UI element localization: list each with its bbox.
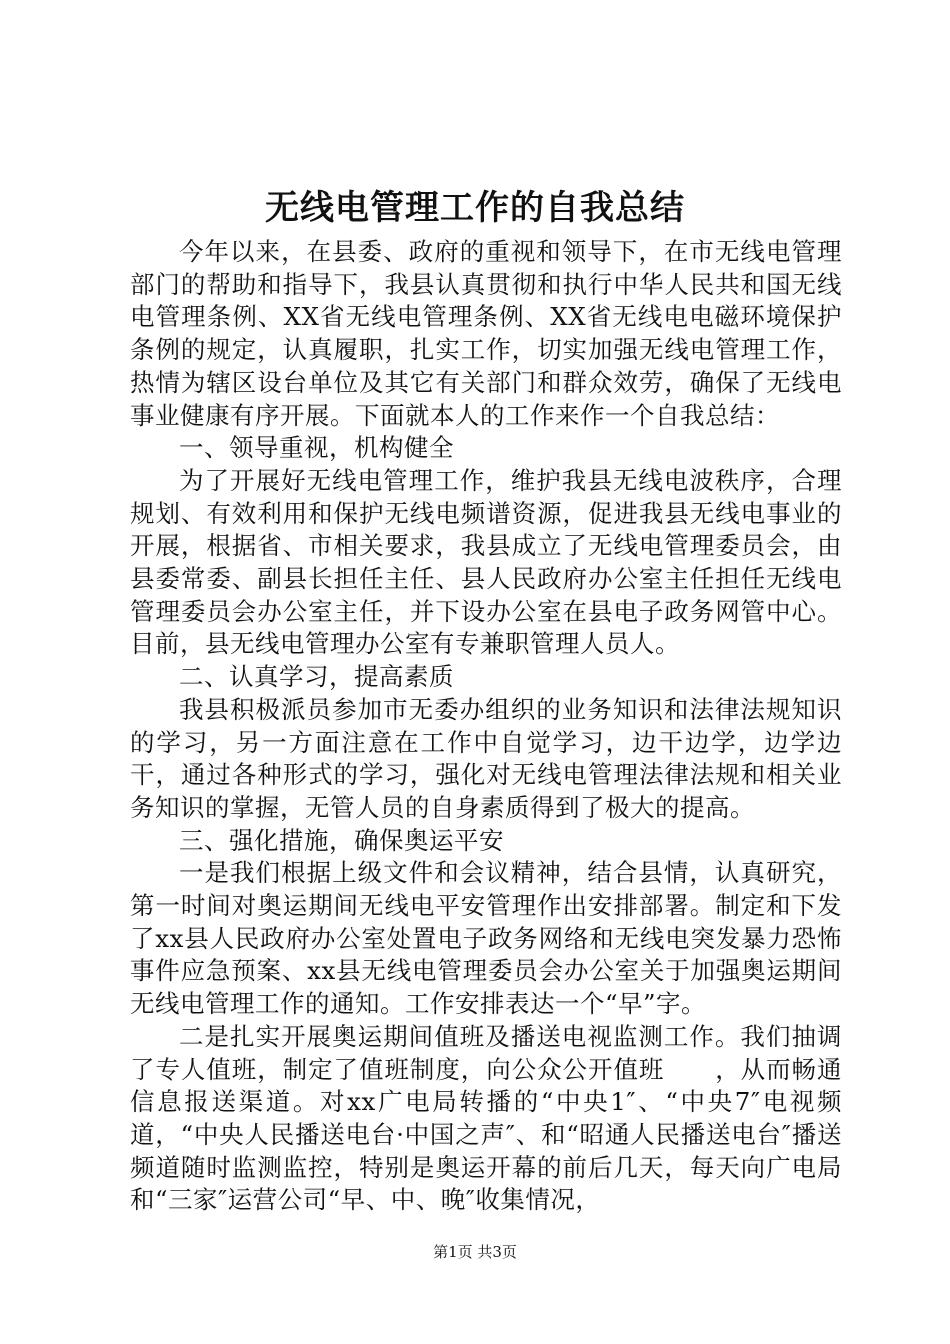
section-heading-3: 三、强化措施，确保奥运平安	[179, 825, 504, 855]
section-2-paragraph: 我县积极派员参加市无委办组织的业务知识和法律法规知识的学习，另一方面注意在工作中自觉学习，边干边学，边学边干，通过各种形式的学习，强化对无线电管理法律法规和相关业务知识的掌握，无管人员的自身素质得到了极大的提高。	[130, 694, 842, 822]
document-title: 无线电管理工作的自我总结	[265, 188, 685, 228]
section-heading-2: 二、认真学习，提高素质	[179, 662, 454, 692]
intro-paragraph: 今年以来，在县委、政府的重视和领导下，在市无线电管理部门的帮助和指导下，我县认真贯彻和执行中华人民共和国无线电管理条例、XX省无线电管理条例、XX省无线电电磁环境保护条例的规定，认真履职，扎实工作，切实加强无线电管理工作，热情为辖区设台单位及其它有关部门和群众效劳，确保了无线电事业健康有序开展。下面就本人的工作来作一个自我总结：	[130, 237, 842, 430]
section-3-paragraph-1: 一是我们根据上级文件和会议精神，结合县情，认真研究，第一时间对奥运期间无线电平安管理作出安排部署。制定和下发了xx县人民政府办公室处置电子政务网络和无线电突发暴力恐怖事件应急预案、xx县无线电管理委员会办公室关于加强奥运期间无线电管理工作的通知。工作安排表达一个“早”字。	[130, 858, 842, 1019]
section-1-paragraph: 为了开展好无线电管理工作，维护我县无线电波秩序，合理规划、有效利用和保护无线电频谱资源，促进我县无线电事业的开展，根据省、市相关要求，我县成立了无线电管理委员会，由县委常委、副县长担任主任、县人民政府办公室主任担任无线电管理委员会办公室主任，并下设办公室在县电子政务网管中心。目前，县无线电管理办公室有专兼职管理人员人。	[130, 465, 842, 659]
document-body	[130, 236, 842, 1217]
page-number-footer: 第1页 共3页	[433, 1243, 517, 1261]
section-3-paragraph-2: 二是扎实开展奥运期间值班及播送电视监测工作。我们抽调了专人值班，制定了值班制度，向公众公开值班 ，从而畅通信息报送渠道。对xx广电局转播的“中央1″、“中央7″电视频道，“中央人民播送电台·中国之声″、和“昭通人民播送电台″播送频道随时监测监控，特别是奥运开幕的前后几天，每天向广电局和“三家″运营公司“早、中、晚″收集情况，	[130, 1021, 842, 1215]
section-heading-1: 一、领导重视，机构健全	[179, 433, 454, 463]
